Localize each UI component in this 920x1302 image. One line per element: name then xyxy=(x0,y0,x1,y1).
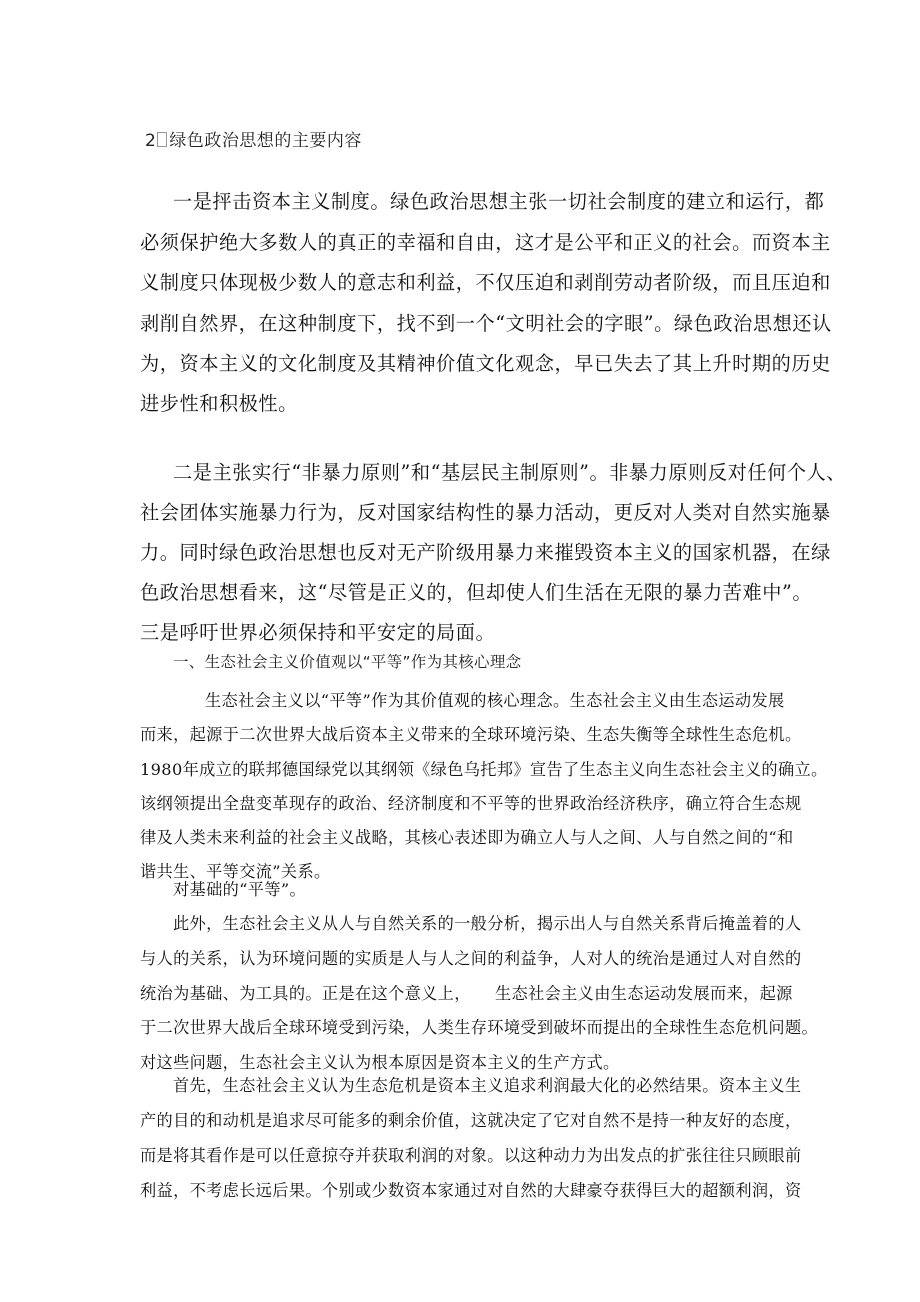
paragraph-line: 二是主张实行“非暴力原则”和“基层民主制原则”。非暴力原则反对任何个人、 xyxy=(173,461,847,484)
paragraph-line: 一是抨击资本主义制度。绿色政治思想主张一切社会制度的建立和运行，都 xyxy=(173,190,825,213)
paragraph-line: 进步性和积极性。 xyxy=(140,392,298,415)
paragraph-line: 力。同时绿色政治思想也反对无产阶级用暴力来摧毁资本主义的国家机器，在绿 xyxy=(140,541,831,564)
paragraph-line: 1980年成立的联邦德国绿党以其纲领《绿色乌托邦》宣告了生态主义向生态社会主义的确立。 xyxy=(140,760,828,779)
paragraph-line: 产的目的和动机是追求尽可能多的剩余价值，这就决定了它对自然不是持一种友好的态度， xyxy=(140,1111,802,1130)
paragraph-line: 谐共生、平等交流”关系。 xyxy=(140,862,331,881)
paragraph-line: 社会团体实施暴力行为，反对国家结构性的暴力活动，更反对人类对自然实施暴 xyxy=(140,501,831,524)
paragraph-line: 生态社会主义由生态运动发展而来，起源 xyxy=(495,984,793,1003)
paragraph-line: 义制度只体现极少数人的意志和利益，不仅压迫和剥削劳动者阶级，而且压迫和 xyxy=(140,271,831,294)
paragraph-line: 该纲领提出全盘变革现存的政治、经济制度和不平等的世界政治经济秩序，确立符合生态规 xyxy=(140,794,802,813)
paragraph-line: 首先，生态社会主义认为生态危机是资本主义追求利润最大化的必然结果。资本主义生 xyxy=(173,1076,802,1095)
paragraph-line: 生态社会主义以“平等”作为其价值观的核心理念。生态社会主义由生态运动发展 xyxy=(205,691,785,710)
section-title xyxy=(145,126,362,151)
paragraph-line: 三是呼吁世界必须保持和平安定的局面。 xyxy=(140,621,496,644)
paragraph-line: 此外，生态社会主义从人与自然关系的一般分析，揭示出人与自然关系背后掩盖着的人 xyxy=(173,914,802,933)
missing-glyph-box xyxy=(157,132,167,147)
paragraph-line: 利益，不考虑长远后果。个别或少数资本家通过对自然的大肆豪夺获得巨大的超额利润，资 xyxy=(140,1181,802,1200)
paragraph-line: 对这些问题，生态社会主义认为根本原因是资本主义的生产方式。 xyxy=(140,1053,620,1072)
paragraph-line: 剥削自然界，在这种制度下，找不到一个“文明社会的字眼”。绿色政治思想还认 xyxy=(140,312,832,335)
paragraph-line: 而来，起源于二次世界大战后资本主义带来的全球环境污染、生态失衡等全球性生态危机。 xyxy=(140,725,802,744)
paragraph-fragment: 对基础的“平等”。 xyxy=(173,880,307,899)
paragraph-line: 色政治思想看来，这“尽管是正义的，但却使人们生活在无限的暴力苦难中”。 xyxy=(140,581,813,604)
subsection-heading: 一、生态社会主义价值观以“平等”作为其核心理念 xyxy=(173,653,522,671)
paragraph-line: 统治为基础、为工具的。正是在这个意义上， xyxy=(140,984,471,1003)
paragraph-line: 律及人类未来利益的社会主义战略，其核心表述即为确立人与人之间、人与自然之间的“和 xyxy=(140,828,794,847)
paragraph-line: 与人的关系，认为环境问题的实质是人与人之间的利益争，人对人的统治是通过人对自然的 xyxy=(140,949,802,968)
section-title-text: 绿色政治思想的主要内容 xyxy=(169,131,362,151)
paragraph-line: 而是将其看作是可以任意掠夺并获取利润的对象。以这种动力为出发点的扩张往往只顾眼前 xyxy=(140,1146,802,1165)
paragraph-line: 于二次世界大战后全球环境受到污染，人类生存环境受到破坏而提出的全球性生态危机问题。 xyxy=(140,1018,819,1037)
section-number: 2 xyxy=(145,131,157,151)
paragraph-line: 必须保护绝大多数人的真正的幸福和自由，这才是公平和正义的社会。而资本主 xyxy=(140,231,831,254)
paragraph-line: 为，资本主义的文化制度及其精神价值文化观念，早已失去了其上升时期的历史 xyxy=(140,352,831,375)
